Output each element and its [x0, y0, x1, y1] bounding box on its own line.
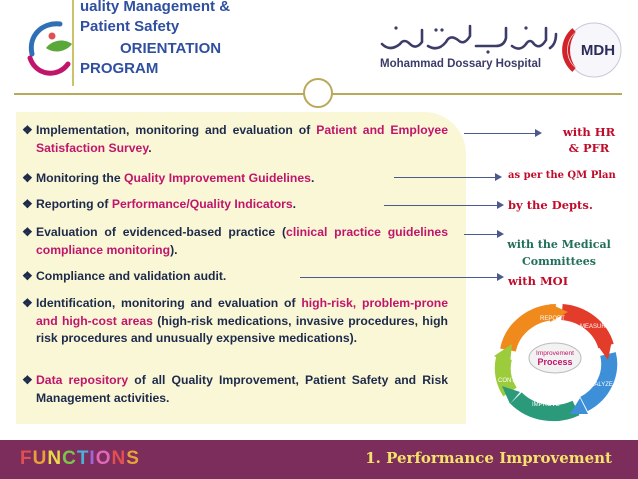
highlighted-text: clinical practice guidelines compliance monitoring	[36, 225, 448, 257]
arrow-to-hr-note	[464, 133, 536, 134]
functions-letter: F	[20, 448, 33, 469]
item-text: of all Quality Improvement, Patient Safety and Risk Management activities.	[36, 373, 448, 405]
svg-text:Process: Process	[537, 357, 573, 367]
item-text: ).	[170, 242, 178, 257]
item-text: Identification, monitoring and evaluation of	[36, 296, 302, 310]
note-qm-plan: as per the QM Plan	[508, 170, 616, 181]
diamond-bullet-icon: ❖	[22, 296, 33, 310]
highlighted-text: Data repository	[36, 373, 129, 387]
item-text: Reporting of	[36, 197, 112, 211]
arrow-to-medical-note	[464, 234, 498, 235]
arabic-hospital-name-logo	[376, 22, 562, 54]
list-item	[22, 372, 448, 407]
divider-ornament	[303, 78, 333, 108]
note-depts: by the Depts.	[508, 198, 593, 212]
item-text: Compliance and validation audit.	[36, 269, 227, 283]
item-text: (high-risk medications, invasive procedures, high risk procedures and unusually expensive medications).	[36, 313, 448, 345]
item-text: Monitoring the	[36, 171, 125, 185]
highlighted-text: Quality Improvement Guidelines	[124, 171, 311, 185]
improvement-process-cycle	[480, 302, 630, 428]
svg-text:REPORT: REPORT	[540, 316, 565, 322]
title-line-2: Patient Safety	[80, 18, 180, 35]
svg-text:Improvement: Improvement	[536, 350, 574, 357]
highlighted-text: Performance/Quality Indicators	[111, 197, 293, 211]
svg-text:CONTROL: CONTROL	[498, 378, 528, 384]
item-text: Evaluation of evidenced-based practice (	[36, 225, 287, 239]
diamond-bullet-icon: ❖	[22, 269, 33, 283]
note-hr: with HR & PFR	[562, 125, 616, 155]
item-text: Implementation, monitoring and evaluation of	[36, 123, 317, 137]
hospital-name: Mohammad Dossary Hospital	[380, 58, 542, 70]
note-moi: with MOI	[508, 274, 569, 288]
item-text: .	[292, 197, 297, 211]
functions-letter: S	[126, 448, 140, 469]
list-item	[22, 122, 448, 157]
functions-letter: C	[62, 448, 77, 469]
svg-text:IMPROVE: IMPROVE	[532, 402, 560, 408]
svg-text:ANALYZE: ANALYZE	[586, 382, 613, 388]
functions-letter: N	[111, 448, 127, 469]
hospital-emblem-icon	[22, 14, 78, 84]
title-line-4: PROGRAM	[80, 60, 159, 77]
section-title: 1. Performance Improvement	[365, 449, 612, 467]
highlighted-text: high-risk, problem-prone and high-cost areas	[36, 296, 448, 328]
mdh-logo	[562, 20, 626, 80]
title-line-1: uality Management &	[80, 0, 231, 15]
diamond-bullet-icon: ❖	[22, 123, 33, 137]
functions-letter: I	[89, 448, 96, 469]
diamond-bullet-icon: ❖	[22, 197, 33, 211]
svg-text:MEASURE: MEASURE	[580, 324, 610, 330]
highlighted-text: Patient and Employee Satisfaction Survey	[36, 123, 448, 155]
program-title	[72, 0, 272, 86]
arrow-to-depts-note	[384, 205, 498, 206]
functions-heading	[20, 448, 140, 470]
note-medical-committees: with the Medical Committees	[507, 238, 611, 268]
arrow-to-qm-plan-note	[394, 177, 496, 178]
list-item	[22, 295, 448, 348]
svg-text:MDH: MDH	[580, 42, 616, 59]
item-text: .	[310, 171, 315, 185]
functions-letter: U	[32, 448, 48, 469]
diamond-bullet-icon: ❖	[22, 225, 33, 239]
arrow-to-moi-note	[300, 277, 498, 278]
item-text: .	[148, 140, 152, 155]
functions-letter: N	[47, 448, 63, 469]
list-item	[22, 170, 448, 188]
functions-letter: T	[76, 448, 90, 469]
functions-letter: O	[95, 448, 112, 469]
title-line-3: ORIENTATION	[120, 40, 222, 57]
diamond-bullet-icon: ❖	[22, 171, 33, 185]
diamond-bullet-icon: ❖	[22, 373, 33, 387]
list-item	[22, 224, 448, 259]
